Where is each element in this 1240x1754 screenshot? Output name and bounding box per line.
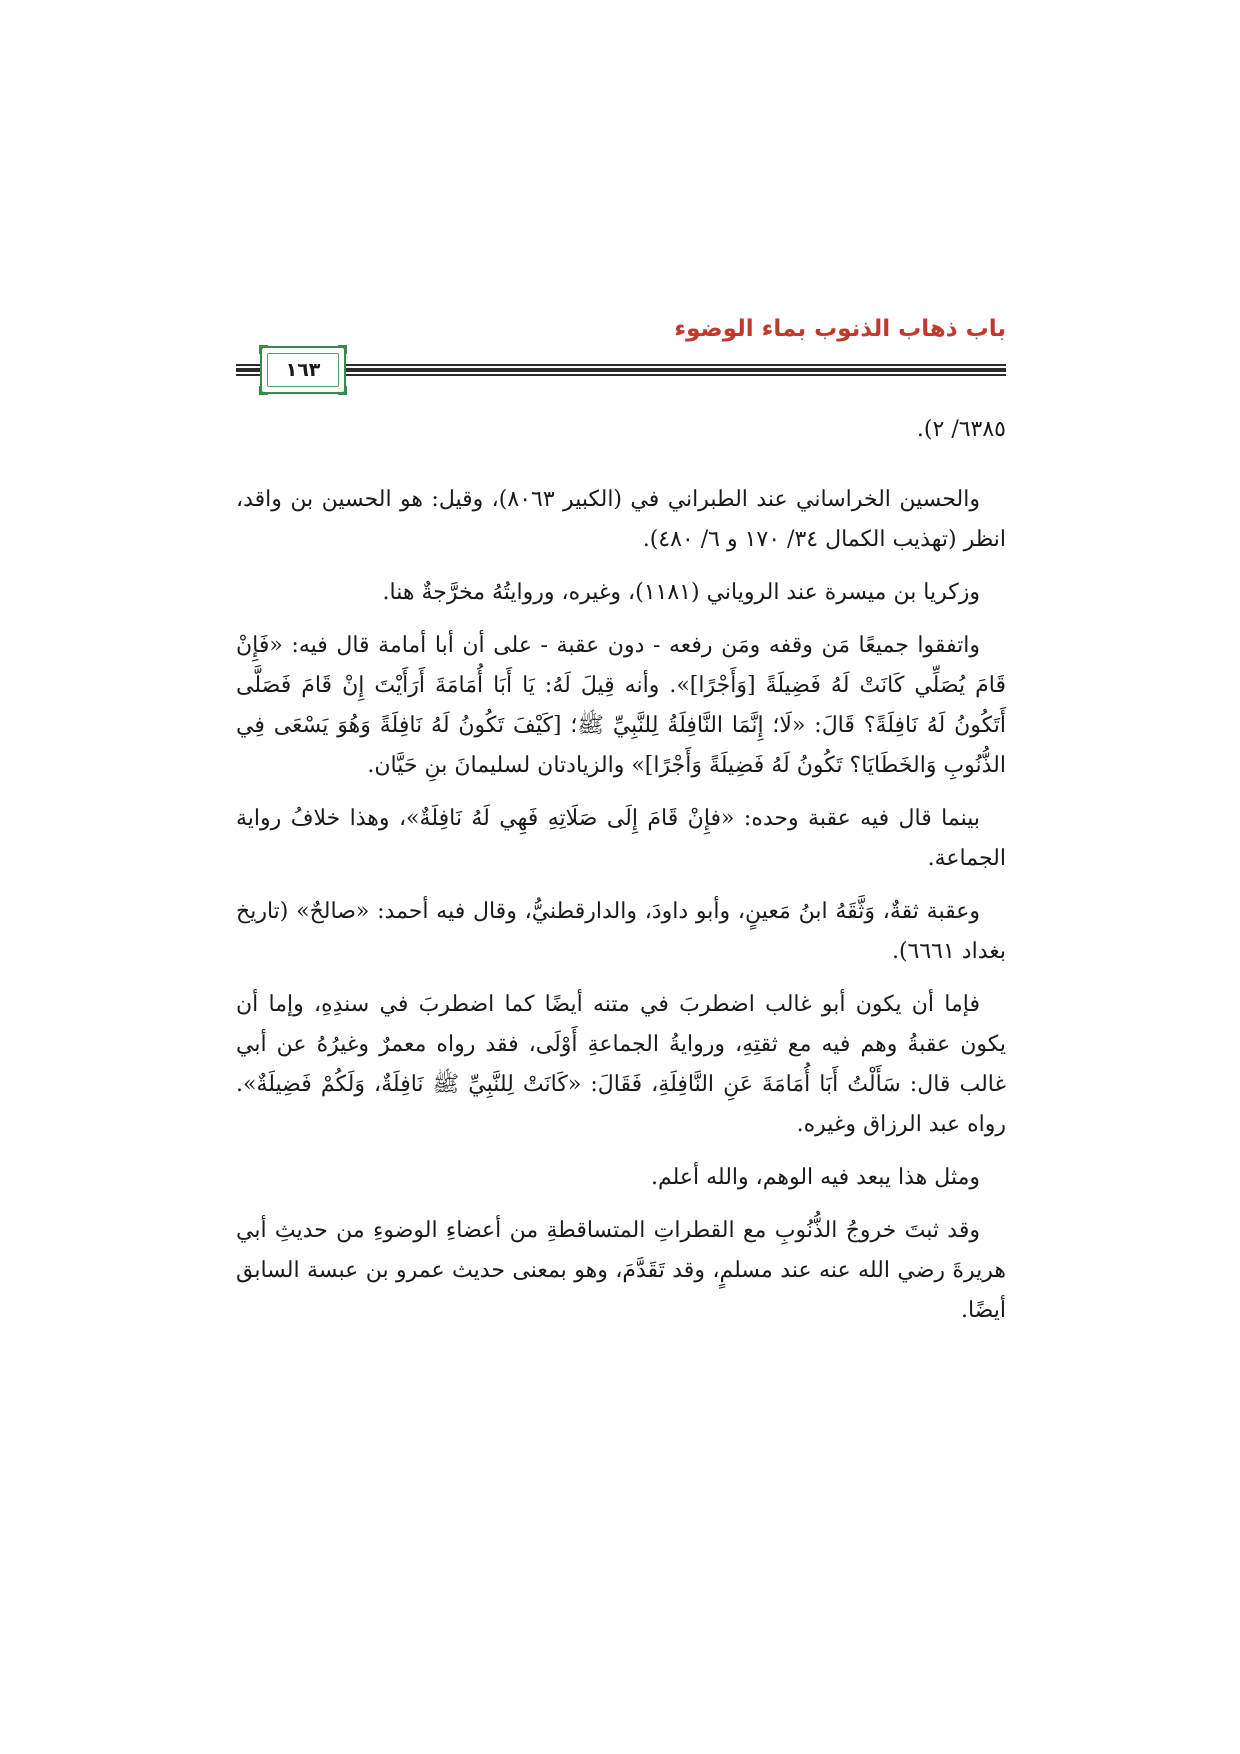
paragraph: وزكريا بن ميسرة عند الروياني (١١٨١)، وغيره، وروايتُهُ مخرَّجةٌ هنا. (382, 580, 980, 605)
page-header (236, 316, 1006, 380)
paragraph: ٦٣٨٥/ ٢). (916, 417, 1006, 442)
paragraph: فإما أن يكون أبو غالب اضطربَ في متنه أيضًا كما اضطربَ في سندِهِ، وإما أن يكون عقبةُ وهم فيه مع ثقتِهِ، وروايةُ الجماعةِ أَوْلَى، فقد رواه معمرٌ وغيرُهُ عن أبي غالب قال: سَأَلْتُ أَبَا أُمَامَةَ عَنِ النَّافِلَةِ، فَقَالَ: «كَانَتْ لِلنَّبِيِّ ﷺ نَافِلَةٌ، وَلَكُمْ فَضِيلَةٌ». رواه عبد الرزاق وغيره. (236, 992, 1006, 1137)
paragraph: واتفقوا جميعًا مَن وقفه ومَن رفعه - دون عقبة - على أن أبا أمامة قال فيه: «فَإِنْ قَامَ يُصَلِّي كَانَتْ لَهُ فَضِيلَةً [وَأَجْرًا]». وأنه قِيلَ لَهُ: يَا أَبَا أُمَامَةَ أَرَأَيْتَ إِنْ قَامَ فَصَلَّى أَتَكُونُ لَهُ نَافِلَةً؟ قَالَ: «لَا؛ إِنَّمَا النَّافِلَةُ لِلنَّبِيِّ ﷺ؛ [كَيْفَ تَكُونُ لَهُ نَافِلَةً وَهُوَ يَسْعَى فِي الذُّنُوبِ وَالخَطَايَا؟ تَكُونُ لَهُ فَضِيلَةً وَأَجْرًا]» والزيادتان لسليمانَ بنِ حَيَّان. (236, 633, 1006, 778)
frame-ornament-icon (338, 345, 347, 354)
page-number-frame (260, 346, 346, 394)
frame-ornament-icon (338, 386, 347, 395)
frame-ornament-icon (259, 386, 268, 395)
chapter-title: باب ذهاب الذنوب بماء الوضوء (674, 316, 1006, 342)
header-rule-top (236, 364, 1006, 366)
paragraph: بينما قال فيه عقبة وحده: «فإِنْ قَامَ إِلَى صَلَاتِهِ فَهِي لَهُ نَافِلَةٌ»، وهذا خلافُ رواية الجماعة. (236, 806, 1006, 871)
paragraph: وعقبة ثقةٌ، وَثَّقَهُ ابنُ مَعينٍ، وأبو داودَ، والدارقطنيُّ، وقال فيه أحمد: «صالحٌ» (تاريخ بغداد ٦٦٦١). (236, 899, 1006, 964)
header-rule-middle (236, 368, 1006, 372)
paragraph: ومثل هذا يبعد فيه الوهم، والله أعلم. (650, 1165, 980, 1190)
page-body (236, 410, 1006, 1344)
page-number: ١٦٣ (267, 353, 339, 387)
paragraph: والحسين الخراساني عند الطبراني في (الكبير ٨٠٦٣)، وقيل: هو الحسين بن واقد، انظر (تهذيب الكمال ٣٤/ ١٧٠ و ٦/ ٤٨٠). (236, 487, 1006, 552)
header-rule-bottom (236, 374, 1006, 376)
paragraph: وقد ثبتَ خروجُ الذُّنُوبِ مع القطراتِ المتساقطةِ من أعضاءِ الوضوءِ من حديثِ أبي هريرةَ رضي الله عنه عند مسلمٍ، وقد تَقَدَّمَ، وهو بمعنى حديث عمرو بن عبسة السابق أيضًا. (236, 1218, 1006, 1323)
